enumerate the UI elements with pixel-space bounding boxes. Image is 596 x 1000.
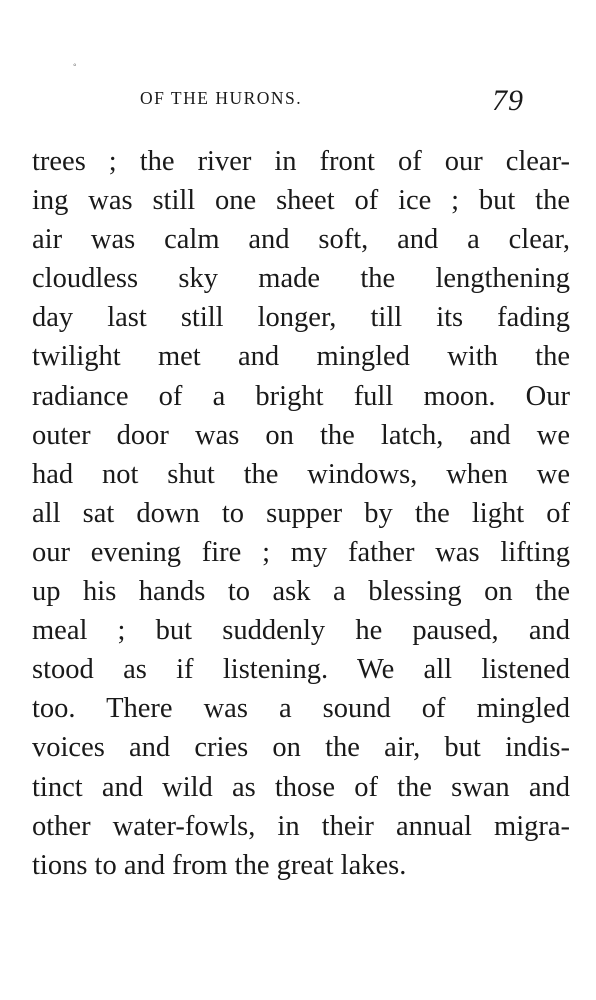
text-line: up his hands to ask a blessing on the	[32, 576, 570, 608]
text-line: our evening fire ; my father was lifting	[32, 536, 570, 568]
text-line: air was calm and soft, and a clear,	[32, 224, 570, 256]
ink-speck: ◦	[73, 60, 77, 71]
text-line: outer door was on the latch, and we	[32, 419, 570, 451]
text-line: twilight met and mingled with the	[32, 341, 570, 373]
body-text	[32, 142, 570, 885]
text-line: all sat down to supper by the light of	[32, 497, 570, 529]
text-line: ing was still one sheet of ice ; but the	[32, 185, 570, 217]
text-line: tinct and wild as those of the swan and	[32, 771, 570, 803]
running-title: OF THE HURONS.	[140, 88, 303, 108]
text-line: cloudless sky made the lengthening	[32, 263, 570, 295]
text-line: radiance of a bright full moon. Our	[32, 380, 570, 412]
text-line: meal ; but suddenly he paused, and	[32, 615, 570, 647]
text-line: too. There was a sound of mingled	[32, 693, 570, 725]
text-line: other water-fowls, in their annual migra-	[32, 810, 570, 842]
text-line: had not shut the windows, when we	[32, 458, 570, 490]
page-number: 79	[492, 84, 524, 117]
text-line: tions to and from the great lakes.	[32, 849, 407, 881]
text-line: trees ; the river in front of our clear-	[32, 146, 570, 177]
text-line: day last still longer, till its fading	[32, 302, 570, 334]
text-line: stood as if listening. We all listened	[32, 654, 570, 686]
text-line: voices and cries on the air, but indis-	[32, 732, 570, 764]
